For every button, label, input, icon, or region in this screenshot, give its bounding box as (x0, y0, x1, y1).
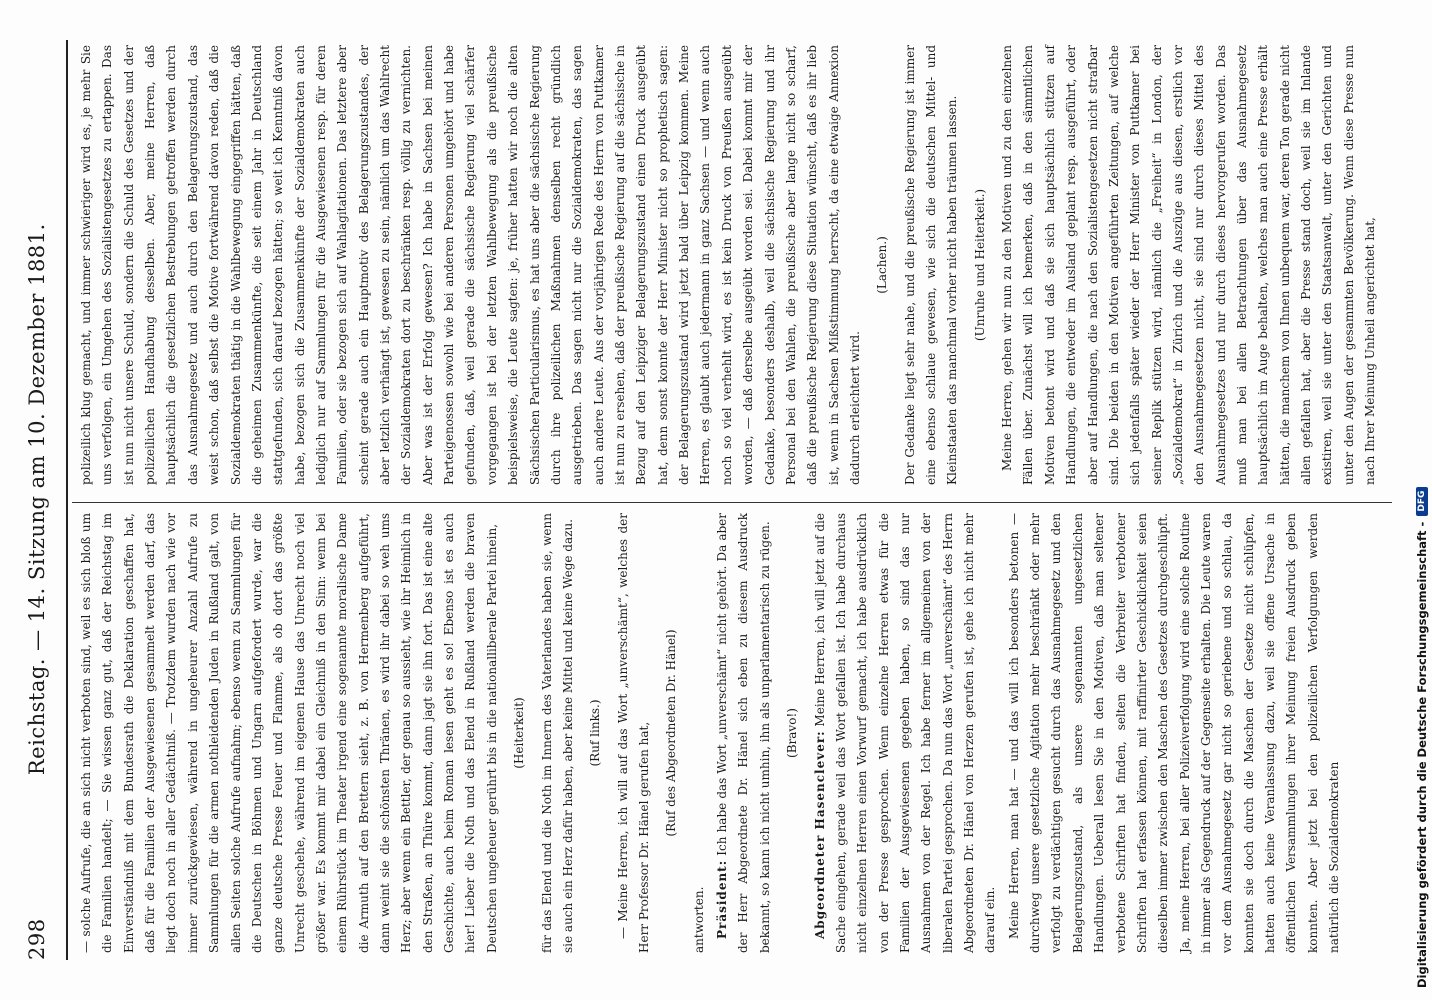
body-paragraph: polizeilich klug gemacht, und immer schwieriger wird es, je mehr Sie uns verfolgen, ein Umgehen des Sozialistengesetzes zu ertappen. Das ist nun nicht unsere Schuld, sondern die Schuld des Gesetzes und der polizeilichen Handhabung desselben. Aber, meine Herren, daß hauptsächlich die gesetzlichen Bestrebungen getroffen werden durch das Ausnahmegesetz und auch durch den Belagerungszustand, das weist schon, daß selbst die Motive fortwährend davon reden, daß die Sozialdemokraten thätig in die Wahlbewegung eingegriffen hätten, daß die geheimen Zusammenkünfte, die seit einem Jahr in Deutschland stattgefunden, sich darauf bezogen hätten; so weit ich Kenntniß davon habe, bezogen sich die Zusammenkünfte der Sozialdemokraten auch lediglich nur auf Sammlungen für die Ausgewiesenen resp. für deren Familien, oder sie bezogen sich auf Wahlagitationen. Das letztere aber scheint gerade auch ein Hauptmotiv des Belagerungszustandes, der aber letzlich verhängt ist, gewesen zu sein, nämlich um das Wahlrecht der Sozialdemokraten dort zu beschränken resp. völlig zu vernichten. Aber was ist der Erfolg gewesen? Ich habe in Sachsen bei meinen Parteigenossen sowohl wie bei anderen Personen umgehört und habe gefunden, daß, weil gerade die sächsische Regierung viel schärfer vorgegangen ist bei der letzten Wahlbewegung als die preußische beispielsweise, die Leute sagten: je, früher hatten wir noch die alten Sächsischen Particularismus, es hat uns aber die sächsische Regierung durch ihre polizeilichen Maßnahmen denselben recht gründlich ausgetrieben. Das sagen nicht nur die Sozialdemokraten, das sagen auch andere Leute. Aus der vorjährigen Rede des Herrn von Puttkamer ist nun zu ersehen, daß der preußische Regierung auf die sächsische in Bezug auf den Leipziger Belagerungszustand einen Druck ausgeübt hat, denn sonst konnte der Herr Minister nicht so prophetisch sagen: der Belagerungszustand wird jetzt bald über Leipzig kommen. Meine Herren, es glaubt auch jedermann in ganz Sachsen — und wenn auch noch so viel verhehlt wird, es ist kein Druck von Preußen ausgeübt worden, — daß derselbe ausgeübt worden sei. Dabei kommt mir der Gedanke, besonders deshalb, weil die sächsische Regierung und ihr Personal bei den Wahlen, die preußische aber lange nicht so scharf, daß die preußische Regierung diese Situation wünscht, daß es ihr lieb ist, wenn in Sachsen Mißstimmung herrscht, da eine etwaige Annexion dadurch erleichtert wird. (79, 45, 862, 485)
page-header (12, 40, 62, 960)
sidebar-credit (1412, 0, 1432, 1000)
speech-text: Meine Herren, ich will jetzt auf die Sache eingehen, gerade weil das Wort gefallen ist. Ich habe durchaus nicht einzelnen Herren einen Vorwurf gemacht, ich habe ausdrücklich von der Presse gesprochen. Wenn einzelne Herren etwas für die Familien der Ausgewiesenen gegeben haben, so sind das nur Ausnahmen von der Regel. Ich habe ferner im allgemeinen von der liberalen Partei gesprochen. Da nun das Wort „unverschämt“ des Herrn Abgeordneten Dr. Hänel von Herzen gerufen ist, gehe ich nicht mehr darauf ein. (812, 513, 998, 953)
body-paragraph: — Meine Herren, ich will auf das Wort „unverschämt“, welches der Herr Professor Dr. Hänel gerufen hat, (615, 513, 651, 953)
right-column (76, 45, 1384, 485)
speaker-name: Abgeordneter Hasenclever: (812, 730, 827, 939)
interjection: (Ruf des Abgeordneten Dr. Hänel) (664, 629, 679, 837)
body-paragraph: für das Elend und die Noth im Innern des Vaterlandes haben sie, wenn sie auch ein Herz dafür haben, aber keine Mittel und keine Wege dazu. (539, 513, 575, 953)
speech-text: Ich habe das Wort „unverschämt“ nicht gehört. Da aber der Herr Abgeordnete Dr. Hänel sich eben zu diesem Ausdruck bekannt, so kann ich nicht umhin, ihn als unparlamentarisch zu rügen. (715, 513, 772, 953)
interjection: (Ruf links.) (588, 699, 603, 767)
left-column (76, 513, 1347, 953)
digitization-sidebar (1412, 0, 1432, 1000)
speech-paragraph (810, 513, 1002, 953)
column-divider (72, 502, 1392, 503)
body-paragraph: Meine Herren, gehen wir nun zu den Motiven und zu den einzelnen Fällen über. Zunächst will ich bemerken, daß in den sämmtlichen Motiven betont wird und daß sie sich hauptsächlich stützen auf Handlungen, die entweder im Ausland geplant resp. ausgeführt, oder aber auf Handlungen, die nach den Sozialistengesetzen nicht strafbar sind. Die beiden in den Motiven angeführten Zeitungen, auf welche sich jedenfalls später wieder der Herr Minister von Puttkamer bei seiner Replik stützen wird, nämlich die „Freiheit“ in London, der „Sozialdemokrat“ in Zürich und die Auszüge aus diesen, erstlich vor den Ausnahmegesetzen nicht, sie sind nur durch dieses Mittel des Ausnahmegesetzes und nur durch dieses hervorgerufen worden. Das muß man bei allen Betrachtungen über das Ausnahmegesetz hauptsächlich im Auge behalten, welches man auch eine Presse erhält hätten, die manchem von Ihnen unbequem war, deren Ton gerade nicht allen gefallen hat, aber die Presse stand doch, weil sie im Inlande existiren, weil sie unter den Staatsanwalt, unter den Gerichten und unter den Augen der gesammten Bevölkerung. Wenn diese Presse nun nach Ihrer Meinung Unheil angerichtet hat, (1000, 45, 1378, 485)
body-paragraph: Der Gedanke liegt sehr nahe, und die preußische Regierung ist immer eine ebenso schlaue gewesen, wie sich die deutschen Mittel- und Kleinstaaten das manchmal vorher nicht haben träumen lassen. (902, 45, 960, 485)
speech-paragraph (712, 513, 776, 953)
interjection: (Bravo!) (785, 708, 800, 758)
header-rule (66, 40, 68, 960)
body-paragraph: — solche Aufrufe, die an sich nicht verboten sind, weil es sich bloß um die Familien handelt; — Sie wissen ganz gut, daß der Reichstag im Einverständniß mit dem Bundesrath die Deklaration geschaffen hat, daß für die Familien der Ausgewiesenen gesammelt werden darf, das liegt doch noch in aller Gedächtniß. — Trotzdem wurden nach wie vor immer zurückgewiesen, während in ungeheurer Anzahl Aufrufe zu Sammlungen für die armen nothleidenden Juden in Rußland galt, von allen Seiten solche Aufrufe aufnahm; ebenso wenn zu Sammlungen für die Deutschen in Böhmen und Ungarn aufgefordert wurde, war die ganze deutsche Presse Feuer und Flamme, als ob dort das größte Unrecht geschehe, während im eigenen Hause das Unrecht noch viel größer war. Es kommt mir dabei ein Gleichniß in den Sinn: wenn bei einem Rührstück im Theater irgend eine sogenannte moralische Dame die Armuth auf den Brettern sieht, z. B. von Hermenberg aufgeführt, dann weint sie die schönsten Thränen, es wird ihr dabei so weh ums Herz; aber wenn ein Bettler, der genau so aussieht, wie ihr Heimlich in den Straßen, an Thüre kommt, dann jagt sie ihn fort. Das ist eine alte Geschichte, auch beim Roman lesen geht es so! Ebenso ist es auch hier! Lieber die Noth und das Elend in Rußland werden die braven Deutschen ungeheuer gerührt bis in die nationalliberale Partei hinein, (79, 513, 499, 953)
interjection: (Unruhe und Heiterkeit.) (972, 188, 987, 342)
body-paragraph: antworten. (691, 886, 706, 953)
page-title: Reichstag. — 14. Sitzung am 10. Dezember 1881. (25, 223, 49, 776)
page-number: 298 (25, 918, 49, 960)
speaker-name: Präsident: (715, 859, 730, 939)
interjection: (Heiterkeit) (512, 697, 527, 769)
body-paragraph: Meine Herren, man hat — und das will ich besonders betonen — durchweg unsere gesetzliche Agitation mehr beschränkt oder mehr verfolgt zu verdächtigen gesucht durch das Ausnahmegesetz und den Belagerungszustand, als unsere sogenannten ungesetzlichen Handlungen. Ueberall lesen Sie in den Motiven, daß man seltener verbotene Schriften hat finden, selten die Verbreiter verbotener Schriften hat erfassen können, mit raffinirter Geschicklichkeit seien dieselben immer zwischen den Maschen des Gesetzes durchgeschlüpft. Ja, meine Herren, bei aller Polizeiverfolgung wird eine solche Routine in immer als Gegendruck auf der Gegenseite erhalten. Die Leute waren vor dem Ausnahmegesetz gar nicht so geriebene und so schlau, da konnten sie doch durch die Maschen der Gesetze nicht schlüpfen, hatten auch keine Veranlassung dazu, weil sie offene Ursache in öffentlichen Versammlungen ihrer Meinung freien Ausdruck geben konnten. Aber jetzt bei den polizeilichen Verfolgungen werden natürlich die Sozialdemokraten (1006, 513, 1342, 953)
sidebar-credit-text: Digitalisierung gefördert durch die Deutsche Forschungsgemeinschaft - (1415, 521, 1429, 988)
dfg-logo: DFG (1416, 487, 1428, 516)
interjection: (Lachen.) (875, 236, 890, 294)
